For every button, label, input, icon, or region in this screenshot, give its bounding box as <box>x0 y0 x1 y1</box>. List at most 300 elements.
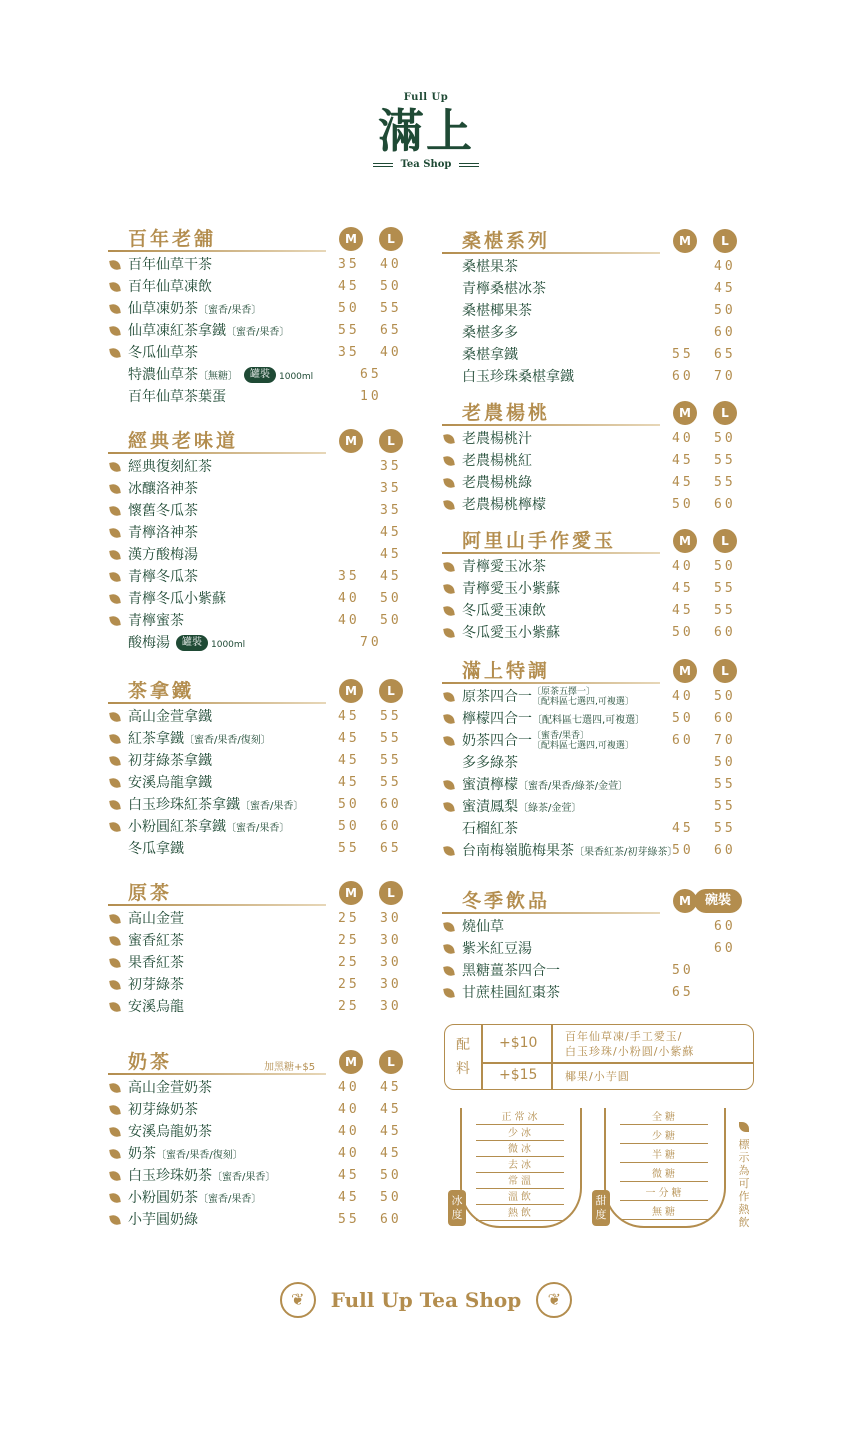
ice-level-option: 去冰 <box>508 1160 534 1171</box>
price-l: 55 <box>714 453 736 468</box>
leaf-icon <box>109 259 121 271</box>
price-m: 25 <box>338 955 360 970</box>
price-l: 45 <box>380 569 402 584</box>
leaf-icon <box>109 979 121 991</box>
menu-item <box>108 298 404 320</box>
item-name: 桑椹拿鐵 <box>462 347 518 363</box>
item-name: 台南梅嶺脆梅果茶 <box>462 843 574 859</box>
footer-text: Full Up Tea Shop <box>330 1288 522 1312</box>
price-l: 60 <box>714 325 736 340</box>
section-title: 冬季飲品 <box>462 890 551 912</box>
menu-item <box>442 840 738 862</box>
price-l: 30 <box>380 955 402 970</box>
item-name: 檸檬四合一 <box>462 711 532 727</box>
leaf-icon <box>109 1001 121 1013</box>
price-m: 40 <box>338 591 360 606</box>
menu-item <box>108 952 404 974</box>
item-options-line1: 〔原茶五擇一〕 <box>532 687 596 697</box>
size-l-badge: L <box>379 679 403 703</box>
price-m: 50 <box>672 625 694 640</box>
menu-item <box>108 610 404 632</box>
price-m: 40 <box>672 559 694 574</box>
item-name: 白玉珍珠桑椹拿鐵 <box>462 369 574 385</box>
item-name: 冬瓜仙草茶 <box>128 345 198 361</box>
item-options: 〔果香紅茶/初芽綠茶〕 <box>574 847 678 858</box>
menu-item <box>108 930 404 952</box>
can-badge: 罐裝 <box>176 635 208 651</box>
section-title: 奶茶 <box>128 1051 173 1073</box>
price-m: 55 <box>338 323 360 338</box>
price-m: 40 <box>338 1080 360 1095</box>
price-l: 30 <box>380 977 402 992</box>
section-title: 經典老味道 <box>128 430 239 452</box>
item-name: 冰釀洛神茶 <box>128 481 198 497</box>
item-name: 高山金萱拿鐵 <box>128 709 212 725</box>
item-name: 百年仙草干茶 <box>128 257 212 273</box>
item-name: 仙草凍奶茶 <box>128 301 198 317</box>
item-name: 青檸愛玉小紫蘇 <box>462 581 560 597</box>
leaf-icon <box>443 477 455 489</box>
menu-item <box>108 522 404 544</box>
menu-item <box>108 838 404 860</box>
price-m: 25 <box>338 933 360 948</box>
sugar-level-option: 半糖 <box>652 1150 678 1161</box>
item-name: 安溪烏龍奶茶 <box>128 1124 212 1140</box>
item-name: 小粉圓紅茶拿鐵 <box>128 819 226 835</box>
section-header <box>442 398 738 428</box>
price-l: 50 <box>380 613 402 628</box>
item-name: 蜜漬檸檬 <box>462 777 518 793</box>
price-m: 50 <box>672 843 694 858</box>
price-m: 40 <box>338 1124 360 1139</box>
price-l: 40 <box>714 259 736 274</box>
item-name: 百年仙草茶葉蛋 <box>128 389 226 405</box>
item-name: 小芋圓奶綠 <box>128 1212 198 1228</box>
menu-item <box>108 1077 404 1099</box>
tea-leaf-emblem-icon: ❦ <box>280 1282 316 1318</box>
leaf-icon <box>443 921 455 933</box>
section-title: 百年老舖 <box>128 228 217 250</box>
topping-desc-10-line2: 白玉珍珠/小粉圓/小紫蘇 <box>565 1045 695 1058</box>
leaf-icon <box>443 455 455 467</box>
size-m-badge: M <box>673 401 697 425</box>
price-l: 50 <box>714 559 736 574</box>
item-options: 〔蜜香/果香/復刻〕 <box>184 735 271 746</box>
menu-item <box>108 478 404 500</box>
size-m-badge: M <box>339 1050 363 1074</box>
section-header <box>442 226 738 256</box>
hot-drink-note: 標示為可作熱飲 <box>738 1138 750 1229</box>
item-name: 黑糖薑茶四合一 <box>462 963 560 979</box>
price-m: 40 <box>338 1146 360 1161</box>
leaf-icon <box>443 943 455 955</box>
item-volume: 1000ml <box>279 372 314 382</box>
price-m: 45 <box>338 1190 360 1205</box>
item-options: 〔蜜香/果香〕 <box>226 327 290 338</box>
price-m: 50 <box>338 797 360 812</box>
price-m: 25 <box>338 911 360 926</box>
menu-item <box>108 750 404 772</box>
menu-item <box>442 796 738 818</box>
price-m: 50 <box>672 497 694 512</box>
ice-level-label: 冰度 <box>448 1190 466 1226</box>
item-options-line2: 〔配料區七選四,可複選〕 <box>532 697 634 707</box>
item-options-line1: 〔蜜香/果香〕 <box>532 731 590 741</box>
sugar-level-option: 微糖 <box>652 1169 678 1180</box>
leaf-icon <box>109 505 121 517</box>
ice-level-option: 微冰 <box>508 1144 534 1155</box>
size-l-badge: L <box>713 401 737 425</box>
leaf-icon <box>109 913 121 925</box>
price-l: 60 <box>714 497 736 512</box>
menu-item <box>442 774 738 796</box>
item-name: 青檸冬瓜小紫蘇 <box>128 591 226 607</box>
menu-item <box>108 706 404 728</box>
price-l: 60 <box>714 625 736 640</box>
leaf-icon <box>109 711 121 723</box>
section-divider <box>108 702 326 704</box>
price-l: 35 <box>380 459 402 474</box>
price-m: 45 <box>672 475 694 490</box>
sugar-level-cup <box>604 1108 726 1228</box>
price-m: 40 <box>672 431 694 446</box>
price-l: 50 <box>714 431 736 446</box>
leaf-icon <box>443 987 455 999</box>
leaf-icon <box>443 801 455 813</box>
item-name: 奶茶 <box>128 1146 156 1162</box>
menu-section <box>108 676 404 860</box>
section-header <box>442 526 738 556</box>
item-name: 冬瓜愛玉凍飲 <box>462 603 546 619</box>
leaf-icon <box>109 571 121 583</box>
item-name: 冬瓜愛玉小紫蘇 <box>462 625 560 641</box>
price-m: 45 <box>672 603 694 618</box>
menu-item <box>108 566 404 588</box>
price-l: 55 <box>380 775 402 790</box>
item-name: 原茶四合一 <box>462 689 532 705</box>
menu-item <box>108 996 404 1018</box>
item-name: 白玉珍珠奶茶 <box>128 1168 212 1184</box>
menu-item <box>108 544 404 566</box>
price-m: 65 <box>672 985 694 1000</box>
item-name: 青檸桑椹冰茶 <box>462 281 546 297</box>
leaf-icon <box>109 303 121 315</box>
can-badge: 罐裝 <box>244 367 276 383</box>
menu-item <box>442 622 738 644</box>
menu-item <box>442 256 738 278</box>
size-l-badge: L <box>713 659 737 683</box>
leaf-icon <box>443 965 455 977</box>
menu-item <box>108 1099 404 1121</box>
price-l: 60 <box>714 941 736 956</box>
ice-level-option: 常溫 <box>508 1176 534 1187</box>
item-name: 初芽綠茶拿鐵 <box>128 753 212 769</box>
logo-right-lines <box>459 163 479 167</box>
menu-item <box>108 320 404 342</box>
menu-item <box>442 300 738 322</box>
section-header <box>108 676 404 706</box>
price-l: 50 <box>380 1190 402 1205</box>
menu-item <box>108 364 404 386</box>
menu-item <box>108 500 404 522</box>
item-name: 經典復刻紅茶 <box>128 459 212 475</box>
item-name: 桑椹果茶 <box>462 259 518 275</box>
item-options: 〔綠茶/金萱〕 <box>518 803 582 814</box>
section-title: 老農楊桃 <box>462 402 551 424</box>
menu-item <box>442 322 738 344</box>
leaf-icon <box>109 593 121 605</box>
leaf-icon <box>443 713 455 725</box>
ice-level-option: 熱飲 <box>508 1208 534 1219</box>
price-l: 60 <box>380 819 402 834</box>
menu-section <box>442 398 738 516</box>
bowl-badge: 碗裝 <box>694 889 742 913</box>
item-options: 〔蜜香/果香/復刻〕 <box>156 1150 243 1161</box>
menu-item <box>108 772 404 794</box>
section-header <box>108 224 404 254</box>
size-m-badge: M <box>339 429 363 453</box>
menu-item <box>108 1143 404 1165</box>
item-volume: 1000ml <box>211 640 246 650</box>
price-l: 55 <box>714 603 736 618</box>
leaf-icon <box>443 779 455 791</box>
item-name: 仙草凍紅茶拿鐵 <box>128 323 226 339</box>
menu-item <box>442 472 738 494</box>
price-m: 35 <box>338 257 360 272</box>
size-l-badge: L <box>379 429 403 453</box>
leaf-icon <box>443 583 455 595</box>
item-name: 青檸蜜茶 <box>128 613 184 629</box>
price-l: 60 <box>380 1212 402 1227</box>
item-name: 多多綠茶 <box>462 755 518 771</box>
price-l: 30 <box>380 999 402 1014</box>
menu-item <box>442 916 738 938</box>
menu-section <box>442 526 738 644</box>
price-m: 50 <box>672 963 694 978</box>
price-l: 35 <box>380 503 402 518</box>
menu-item <box>442 428 738 450</box>
leaf-icon <box>109 1214 121 1226</box>
item-options: 〔配料區七選四,可複選〕 <box>532 715 646 726</box>
section-header <box>442 656 738 686</box>
price-l: 70 <box>714 733 736 748</box>
menu-item <box>108 816 404 838</box>
menu-item <box>108 386 404 408</box>
ice-level-option: 少冰 <box>508 1128 534 1139</box>
item-name: 冬瓜拿鐵 <box>128 841 184 857</box>
price-m: 45 <box>338 709 360 724</box>
menu-item <box>108 1187 404 1209</box>
menu-item <box>442 494 738 516</box>
size-l-badge: L <box>379 227 403 251</box>
item-name: 青檸洛神茶 <box>128 525 198 541</box>
item-name: 安溪烏龍拿鐵 <box>128 775 212 791</box>
item-options: 〔蜜香/果香〕 <box>212 1172 276 1183</box>
price-l: 10 <box>360 389 382 404</box>
section-divider <box>442 682 660 684</box>
price-l: 45 <box>380 547 402 562</box>
item-name: 老農楊桃汁 <box>462 431 532 447</box>
price-l: 55 <box>714 821 736 836</box>
menu-item <box>442 344 738 366</box>
leaf-icon <box>109 1104 121 1116</box>
item-name: 桑椹多多 <box>462 325 518 341</box>
size-l-badge: L <box>713 229 737 253</box>
section-divider <box>442 552 660 554</box>
size-m-badge: M <box>673 889 697 913</box>
menu-item <box>108 1209 404 1231</box>
leaf-icon <box>109 527 121 539</box>
menu-item <box>108 794 404 816</box>
price-l: 55 <box>380 709 402 724</box>
menu-item <box>442 686 738 708</box>
size-m-badge: M <box>339 679 363 703</box>
tea-leaf-emblem-icon: ❦ <box>536 1282 572 1318</box>
size-l-badge: L <box>379 1050 403 1074</box>
section-title: 茶拿鐵 <box>128 680 195 702</box>
price-l: 50 <box>714 689 736 704</box>
item-name: 蜜香紅茶 <box>128 933 184 949</box>
size-m-badge: M <box>673 229 697 253</box>
price-l: 30 <box>380 933 402 948</box>
leaf-icon <box>109 935 121 947</box>
price-l: 40 <box>380 345 402 360</box>
price-l: 30 <box>380 911 402 926</box>
item-name: 白玉珍珠紅茶拿鐵 <box>128 797 240 813</box>
price-m: 50 <box>672 711 694 726</box>
logo-left-lines <box>373 163 393 167</box>
leaf-icon <box>443 845 455 857</box>
price-l: 55 <box>380 301 402 316</box>
item-options: 〔蜜香/果香〕 <box>198 305 262 316</box>
menu-item <box>442 278 738 300</box>
menu-item <box>108 456 404 478</box>
toppings-box <box>444 1024 754 1090</box>
menu-item <box>442 600 738 622</box>
item-name: 紫米紅豆湯 <box>462 941 532 957</box>
section-divider <box>108 452 326 454</box>
price-m: 25 <box>338 977 360 992</box>
item-name: 青檸冬瓜茶 <box>128 569 198 585</box>
menu-section <box>108 878 404 1018</box>
item-name: 懷舊冬瓜茶 <box>128 503 198 519</box>
leaf-icon <box>443 499 455 511</box>
item-name: 石榴紅茶 <box>462 821 518 837</box>
section-title: 阿里山手作愛玉 <box>462 530 617 552</box>
price-m: 45 <box>338 731 360 746</box>
item-name: 初芽綠奶茶 <box>128 1102 198 1118</box>
section-divider <box>108 250 326 252</box>
leaf-icon <box>109 1192 121 1204</box>
menu-item <box>108 1121 404 1143</box>
item-name: 老農楊桃綠 <box>462 475 532 491</box>
section-header <box>442 886 738 916</box>
item-name: 高山金萱奶茶 <box>128 1080 212 1096</box>
price-l: 60 <box>380 797 402 812</box>
price-l: 65 <box>380 841 402 856</box>
price-m: 45 <box>672 821 694 836</box>
menu-item <box>108 728 404 750</box>
section-header <box>108 1047 404 1077</box>
item-options: 〔無糖〕 <box>198 371 238 382</box>
menu-item <box>108 632 404 654</box>
price-l: 70 <box>360 635 382 650</box>
menu-section <box>442 656 738 862</box>
price-l: 65 <box>380 323 402 338</box>
price-l: 50 <box>714 303 736 318</box>
item-name: 百年仙草凍飲 <box>128 279 212 295</box>
section-title: 原茶 <box>128 882 173 904</box>
price-m: 45 <box>338 279 360 294</box>
menu-item <box>108 908 404 930</box>
size-m-badge: M <box>673 659 697 683</box>
price-l: 35 <box>380 481 402 496</box>
menu-item <box>108 254 404 276</box>
menu-item <box>108 588 404 610</box>
menu-item <box>442 960 738 982</box>
logo-top-text: Full Up <box>403 92 449 103</box>
price-l: 60 <box>714 919 736 934</box>
leaf-icon <box>109 1082 121 1094</box>
price-l: 45 <box>380 525 402 540</box>
item-options: 〔蜜香/果香/綠茶/金萱〕 <box>518 781 629 792</box>
item-options: 〔蜜香/果香〕 <box>226 823 290 834</box>
price-m: 55 <box>338 841 360 856</box>
item-name: 小粉圓奶茶 <box>128 1190 198 1206</box>
menu-item <box>108 276 404 298</box>
sugar-level-option: 無糖 <box>652 1207 678 1218</box>
menu-item <box>108 342 404 364</box>
item-name: 安溪烏龍 <box>128 999 184 1015</box>
sugar-level-label: 甜度 <box>592 1190 610 1226</box>
leaf-icon <box>109 799 121 811</box>
price-m: 45 <box>672 581 694 596</box>
leaf-icon <box>109 1126 121 1138</box>
footer <box>0 1282 852 1318</box>
leaf-icon <box>109 733 121 745</box>
price-l: 55 <box>714 799 736 814</box>
price-l: 45 <box>380 1146 402 1161</box>
menu-section <box>442 226 738 388</box>
leaf-icon <box>109 461 121 473</box>
price-m: 25 <box>338 999 360 1014</box>
price-m: 50 <box>338 819 360 834</box>
item-name: 紅茶拿鐵 <box>128 731 184 747</box>
price-m: 55 <box>338 1212 360 1227</box>
item-name: 酸梅湯 <box>128 635 170 651</box>
price-l: 65 <box>714 347 736 362</box>
item-name: 燒仙草 <box>462 919 504 935</box>
leaf-icon <box>443 691 455 703</box>
leaf-icon <box>109 777 121 789</box>
section-title: 桑椹系列 <box>462 230 551 252</box>
leaf-icon <box>109 957 121 969</box>
menu-item <box>442 708 738 730</box>
size-m-badge: M <box>673 529 697 553</box>
item-name: 特濃仙草茶 <box>128 367 198 383</box>
menu-item <box>442 730 738 752</box>
leaf-icon <box>443 433 455 445</box>
leaf-icon <box>109 325 121 337</box>
menu-item <box>442 982 738 1004</box>
menu-section <box>108 426 404 654</box>
leaf-icon <box>443 605 455 617</box>
leaf-icon <box>443 561 455 573</box>
ice-level-option: 溫飲 <box>508 1192 534 1203</box>
topping-desc-10-line1: 百年仙草凍/手工愛玉/ <box>565 1030 683 1043</box>
menu-item <box>442 578 738 600</box>
leaf-icon <box>109 281 121 293</box>
